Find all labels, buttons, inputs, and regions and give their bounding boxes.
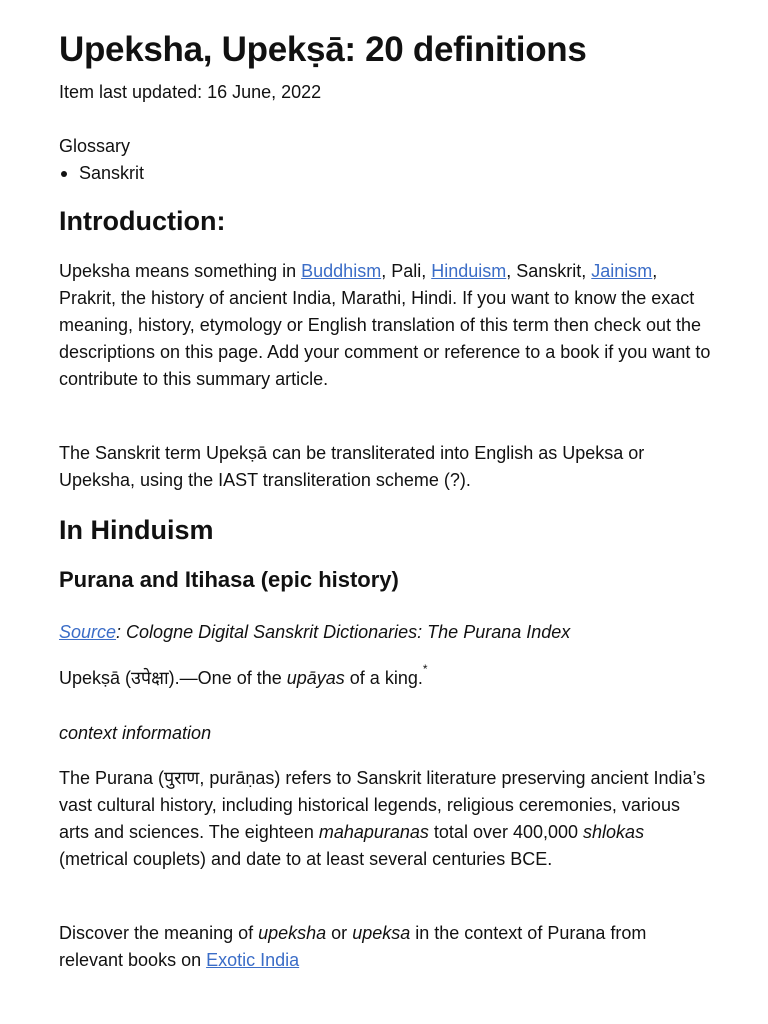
transliteration-paragraph: The Sanskrit term Upekṣā can be transliterated into English as Upeksa or Upeksha, using the IAST transliteration scheme (?). bbox=[59, 443, 645, 490]
definition-text-2: of a king. bbox=[344, 668, 423, 688]
discover-text-1: Discover the meaning of bbox=[59, 923, 259, 943]
buddhism-link[interactable]: Buddhism bbox=[301, 261, 382, 281]
hinduism-link[interactable]: Hinduism bbox=[431, 261, 507, 281]
purana-itihasa-subheading: Purana and Itihasa (epic history) bbox=[59, 567, 399, 592]
discover-term-upeksha: upeksha bbox=[258, 923, 327, 943]
jainism-link[interactable]: Jainism bbox=[591, 261, 653, 281]
context-text-3: (metrical couplets) and date to at least several centuries BCE. bbox=[59, 849, 553, 869]
purana-context-paragraph bbox=[59, 765, 711, 873]
intro-text-4: , Prakrit, the history of ancient India, Marathi, Hindi. If you want to know the exact meaning, history, etymology or English translation of this term then check out the descriptions on this page. Add your comment or reference to a book if you want to contribute to this summary article. bbox=[59, 261, 711, 389]
definition-text-1: Upekṣā (उपेक्षा).—One of the bbox=[59, 668, 287, 688]
intro-text-3: , Sanskrit, bbox=[506, 261, 592, 281]
glossary-list bbox=[59, 160, 144, 187]
intro-text-2: , Pali, bbox=[381, 261, 432, 281]
definition-paragraph bbox=[59, 662, 711, 692]
glossary-label: Glossary bbox=[59, 136, 131, 156]
context-text-2: total over 400,000 bbox=[428, 822, 584, 842]
introduction-heading: Introduction: bbox=[59, 206, 226, 236]
last-updated-text: Item last updated: 16 June, 2022 bbox=[59, 82, 322, 102]
intro-text-1: Upeksha means something in bbox=[59, 261, 302, 281]
source-text: : Cologne Digital Sanskrit Dictionaries: The Purana Index bbox=[116, 622, 571, 642]
glossary-item-sanskrit: Sanskrit bbox=[59, 160, 144, 187]
hinduism-heading: In Hinduism bbox=[59, 515, 214, 545]
page-title: Upeksha, Upekṣā: 20 definitions bbox=[59, 30, 587, 69]
introduction-paragraph bbox=[59, 258, 711, 393]
definition-term: upāyas bbox=[286, 668, 345, 688]
discover-text-3: in the context of Purana from relevant books on bbox=[59, 923, 647, 970]
discover-term-upeksa: upeksa bbox=[352, 923, 411, 943]
discover-paragraph bbox=[59, 920, 711, 974]
context-term-shlokas: shlokas bbox=[583, 822, 645, 842]
glossary-section bbox=[59, 133, 144, 187]
discover-text-2: or bbox=[326, 923, 353, 943]
source-line bbox=[59, 619, 711, 646]
context-term-mahapuranas: mahapuranas bbox=[318, 822, 429, 842]
context-information-label: context information bbox=[59, 723, 212, 743]
source-link[interactable]: Source bbox=[59, 622, 117, 642]
footnote-marker[interactable]: * bbox=[422, 662, 428, 676]
exotic-india-link[interactable]: Exotic India bbox=[206, 950, 300, 970]
context-text-1: The Purana (पुराण, purāṇas) refers to Sanskrit literature preserving ancient India’s vast cultural history, including historical legends, religious ceremonies, various arts and sciences. The eighteen bbox=[59, 768, 706, 842]
